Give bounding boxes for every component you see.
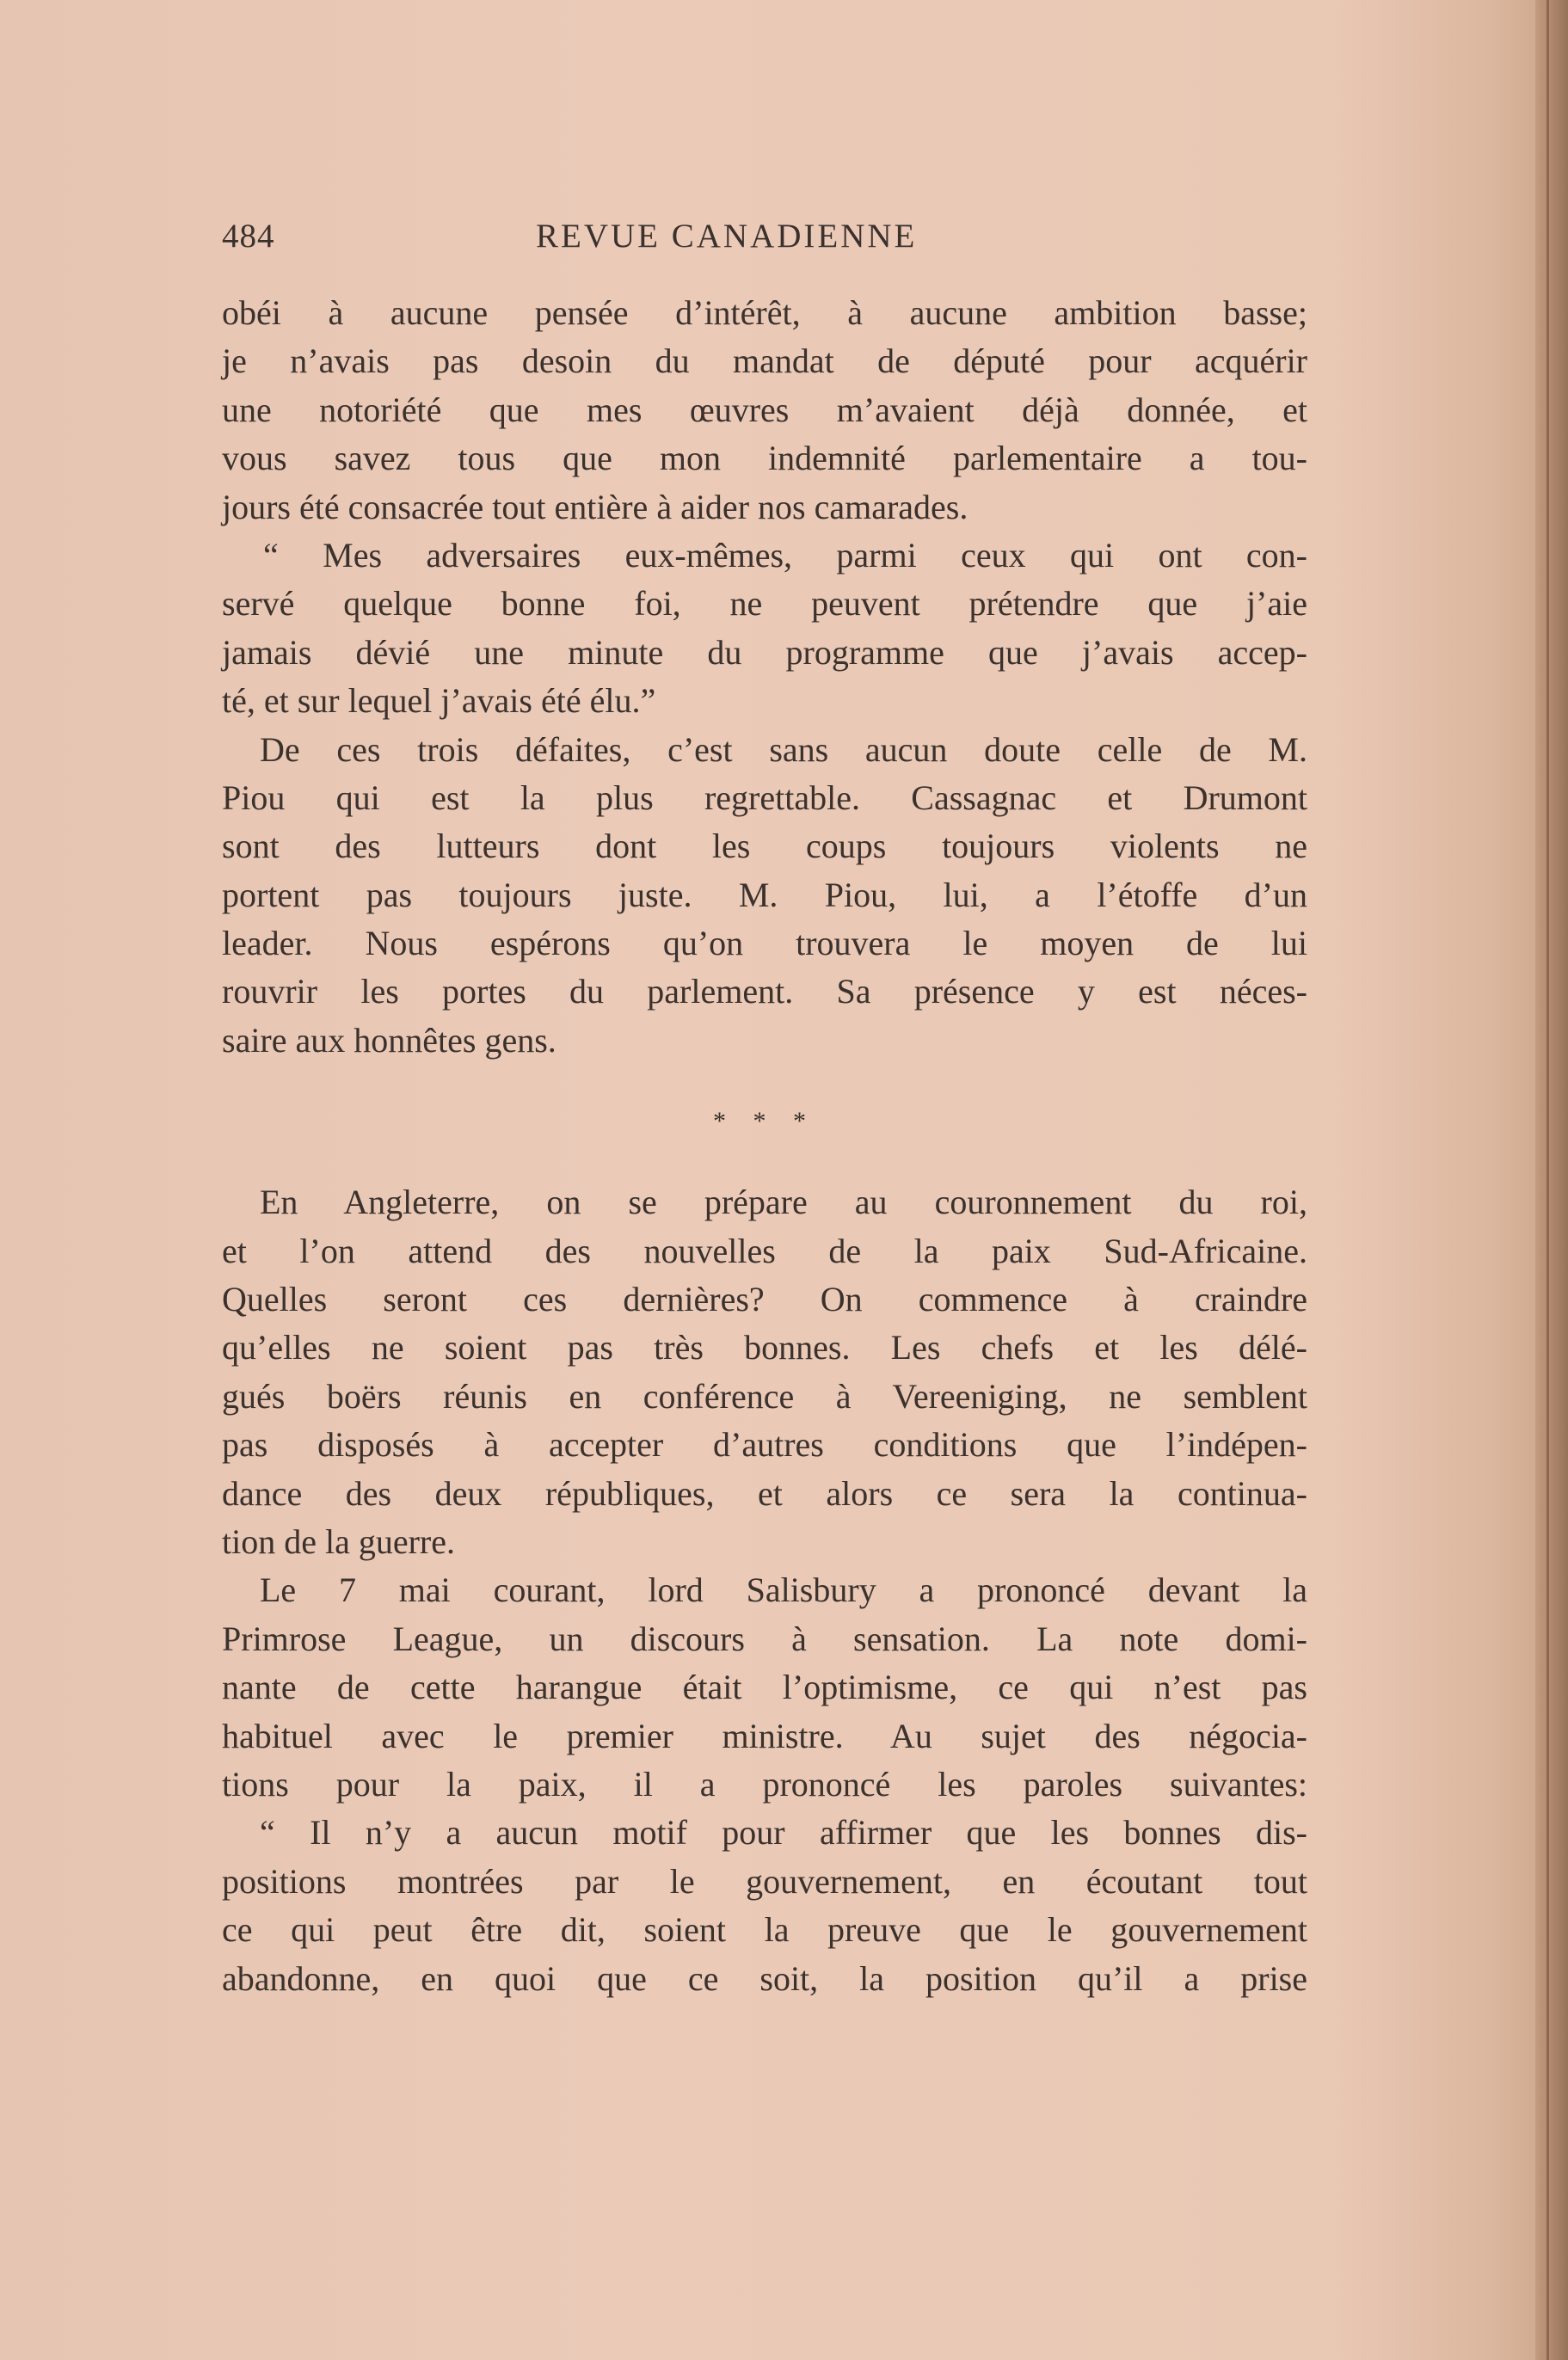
text-line: qu’elles ne soient pas très bonnes. Les chefs et les délé-: [222, 1328, 1307, 1367]
text-line: sont des lutteurs dont les coups toujours violents ne: [222, 827, 1307, 866]
text-line: Quelles seront ces dernières? On commence à craindre: [222, 1280, 1307, 1319]
running-title: REVUE CANADIENNE: [536, 218, 918, 255]
text-line: vous savez tous que mon indemnité parlementaire a tou-: [222, 439, 1307, 478]
text-line: ce qui peut être dit, soient la preuve que le gouvernement: [222, 1910, 1307, 1950]
text-line: nante de cette harangue était l’optimisme, ce qui n’est pas: [222, 1668, 1307, 1707]
page-number: 484: [222, 218, 275, 255]
page-edge-line: [1546, 0, 1549, 2360]
text-line: Piou qui est la plus regrettable. Cassagnac et Drumont: [222, 777, 1307, 817]
page-header: [222, 217, 1307, 260]
text-line: tion de la guerre.: [222, 1521, 455, 1561]
text-line: rouvrir les portes du parlement. Sa présence y est néces-: [222, 972, 1307, 1011]
page-edge-shadow: [1535, 0, 1568, 2360]
text-line: et l’on attend des nouvelles de la paix Sud-Africaine.: [222, 1231, 1307, 1270]
text-line: jours été consacrée tout entière à aider nos camarades.: [222, 487, 968, 526]
text-line: positions montrées par le gouvernement, en écoutant tout: [222, 1861, 1307, 1901]
text-line: “ Mes adversaires eux-mêmes, parmi ceux qui ont con-: [263, 535, 1307, 575]
text-line: saire aux honnêtes gens.: [222, 1020, 556, 1060]
spacer: [222, 1146, 1307, 1178]
text-line: gués boërs réunis en conférence à Vereeniging, ne semblent: [222, 1376, 1307, 1416]
text-line: abandonne, en quoi que ce soit, la position qu’il a prise: [222, 1958, 1307, 1998]
text-line: dance des deux républiques, et alors ce sera la continua-: [222, 1473, 1307, 1513]
text-line: Primrose League, un discours à sensation. La note domi-: [222, 1619, 1307, 1658]
text-line: je n’avais pas desoin du mandat de député pour acquérir: [222, 341, 1307, 381]
text-line: une notoriété que mes œuvres m’avaient déjà donnée, et: [222, 390, 1307, 429]
section-separator: * * *: [713, 1107, 816, 1136]
text-line: En Angleterre, on se prépare au couronnement du roi,: [260, 1183, 1307, 1222]
text-line: jamais dévié une minute du programme que j’avais accep-: [222, 632, 1307, 672]
body-text: [222, 289, 1307, 2003]
text-line: obéi à aucune pensée d’intérêt, à aucune ambition basse;: [222, 293, 1307, 332]
text-line: habituel avec le premier ministre. Au sujet des négocia-: [222, 1716, 1307, 1755]
spacer: [222, 1065, 1307, 1097]
text-line: té, et sur lequel j’avais été élu.”: [222, 681, 656, 721]
text-line: Le 7 mai courant, lord Salisbury a prononcé devant la: [260, 1570, 1307, 1610]
text-line: pas disposés à accepter d’autres conditions que l’indépen-: [222, 1425, 1307, 1465]
text-line: leader. Nous espérons qu’on trouvera le moyen de lui: [222, 924, 1307, 963]
text-line: “ Il n’y a aucun motif pour affirmer que les bonnes dis-: [260, 1813, 1307, 1853]
text-line: servé quelque bonne foi, ne peuvent prétendre que j’aie: [222, 584, 1307, 624]
text-line: De ces trois défaites, c’est sans aucun doute celle de M.: [260, 729, 1307, 769]
text-line: portent pas toujours juste. M. Piou, lui, a l’étoffe d’un: [222, 875, 1307, 914]
text-line: tions pour la paix, il a prononcé les paroles suivantes:: [222, 1764, 1307, 1804]
